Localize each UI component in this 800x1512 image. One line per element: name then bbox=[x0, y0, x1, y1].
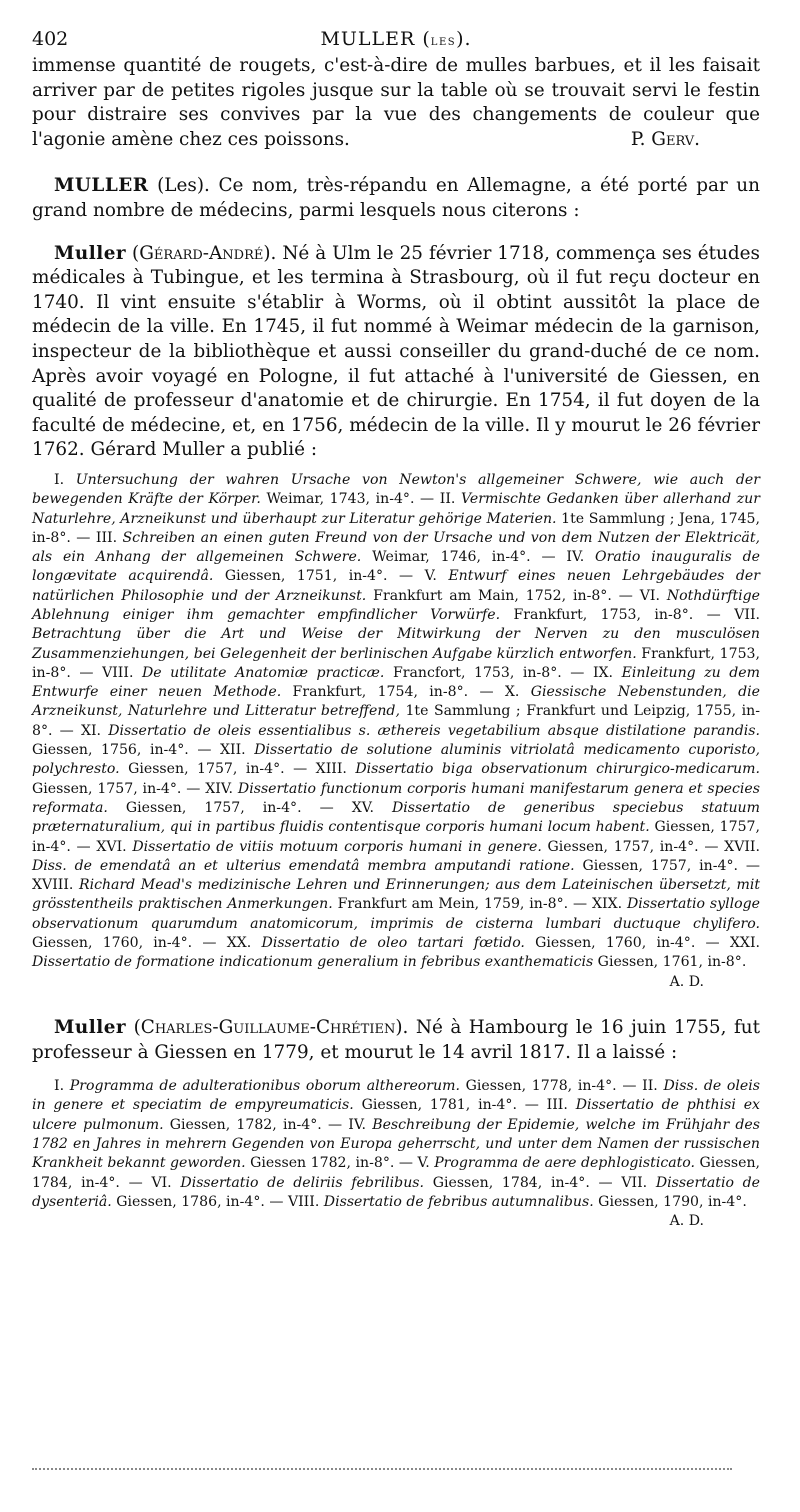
footer-rule bbox=[32, 1468, 732, 1470]
work-title: Untersuchung der wahren Ursache von Newton's allgemeiner Schwere, wie auch der bewegenden Kräfte der Körper. bbox=[32, 471, 760, 508]
bibliography-charles bbox=[32, 1077, 760, 1212]
work-number: VIII. bbox=[287, 1193, 324, 1210]
work-number: XII. bbox=[220, 742, 255, 759]
work-title: Einleitung zu dem Entwurfe einer neuen Methode. bbox=[32, 664, 761, 701]
work-title: Dissertatio de dysenteriâ. bbox=[32, 1174, 761, 1210]
running-title-main: MULLER ( bbox=[320, 28, 431, 50]
work-imprint: Giessen, 1784, in-4°. — bbox=[424, 1174, 622, 1191]
work-title: Dissertatio de oleis essentialibus s. æthereis vegetabilium absque distilatione parandis. bbox=[108, 722, 760, 739]
entry-names: (Gérard-André). bbox=[132, 242, 277, 264]
work-number: X. bbox=[504, 684, 531, 701]
work-number: XIX. bbox=[591, 896, 627, 913]
work-imprint: Giessen, 1757, in-4°. — bbox=[574, 857, 760, 874]
work-number: VII. bbox=[734, 606, 760, 623]
entry-headword: Muller bbox=[54, 1016, 127, 1038]
work-number: IV. bbox=[566, 549, 596, 566]
work-number: XX. bbox=[226, 935, 262, 952]
work-title: Entwurf eines neuen Lehrgebäudes der natürlichen Philosophie und der Arzneikunst. bbox=[32, 568, 760, 604]
work-title: Programma de adulterationibus oborum althereorum. bbox=[69, 1078, 460, 1095]
work-number: VI. bbox=[639, 587, 667, 604]
work-number: IV. bbox=[348, 1116, 373, 1133]
work-title: De utilitate Anatomiæ practicæ. bbox=[141, 664, 385, 681]
work-imprint: Giessen 1782, in-8°. — bbox=[245, 1155, 418, 1172]
work-title: Giessische Nebenstunden, die Arzneikunst, Naturlehre und Litteratur betreffend, bbox=[32, 684, 760, 720]
entry-bio: Né à Hambourg le 16 juin 1755, fut professeur à Giessen en 1779, et mourut le 14 avril 1817. Il a laissé : bbox=[32, 1016, 760, 1063]
work-title: Diss. de emendatâ an et ulterius emendatâ membra amputandi ratione. bbox=[32, 857, 575, 874]
work-imprint: Giessen, 1757, in-4°. — bbox=[541, 838, 725, 855]
work-imprint: Giessen, 1757, in-4°. — bbox=[107, 799, 352, 816]
work-number: XV. bbox=[351, 799, 392, 816]
work-title: Programma de aere dephlogisticato. bbox=[434, 1155, 696, 1172]
work-number: II. bbox=[642, 1078, 664, 1095]
intro-signature: P. Gerv. bbox=[630, 128, 700, 150]
work-imprint: Giessen, 1778, in-4°. — bbox=[459, 1078, 643, 1095]
intro-paragraph bbox=[32, 54, 760, 152]
work-number: XIII. bbox=[315, 761, 356, 778]
work-title: Oratio inauguralis de longævitate acquirendâ. bbox=[32, 549, 760, 585]
work-imprint: Frankfurt, 1753, in-8°. — bbox=[32, 645, 760, 681]
work-imprint: Giessen, 1781, in-4°. — bbox=[353, 1097, 547, 1114]
entry-muller-les bbox=[32, 174, 760, 223]
work-imprint: Weimar, 1743, in-4°. — bbox=[260, 491, 440, 508]
work-title: Dissertatio de formatione indicationum generalium in febribus exanthematicis bbox=[32, 954, 594, 971]
work-number: VII. bbox=[621, 1174, 656, 1191]
work-imprint: Weimar, 1746, in-4°. — bbox=[361, 549, 567, 566]
work-number: XIV. bbox=[205, 780, 238, 797]
work-imprint: Giessen, 1757, in-4°. — bbox=[119, 761, 316, 778]
entry-names: (Charles-Guillaume-Chrétien). bbox=[133, 1016, 409, 1038]
work-imprint: Giessen, 1757, in-4°. — bbox=[32, 780, 206, 797]
work-number: XI. bbox=[80, 722, 109, 739]
work-imprint: Francfort, 1753, in-8°. — bbox=[384, 664, 593, 681]
work-imprint: Frankfurt, 1753, in-8°. — bbox=[500, 606, 735, 623]
work-number: XVII. bbox=[724, 838, 760, 855]
work-imprint: Giessen, 1790, in-4°. bbox=[593, 1193, 747, 1210]
work-title: Nothdürftige Ablehnung einiger ihm gemachter empfindlicher Vorwürfe. bbox=[32, 587, 760, 623]
work-title: Schreiben an einen guten Freund von der Ursache und von dem Nutzen der Elektricät, als ein Anhang der allgemeinen Schwere. bbox=[32, 529, 760, 566]
work-title: Beschreibung der Epidemie, welche im Frühjahr des 1782 en Jahres in mehrern Gegenden von Europa geherrscht, und unter dem Namen der russischen Krankheit bekannt geworden. bbox=[32, 1116, 760, 1172]
work-imprint: 1te Sammlung ; Frankfurt und Leipzig, 1755, in-8°. — bbox=[32, 703, 761, 739]
work-number: XXI. bbox=[729, 935, 761, 952]
gerard-signature: A. D. bbox=[669, 973, 704, 990]
work-imprint: Giessen, 1757, in-4°. — bbox=[32, 819, 761, 855]
running-title bbox=[32, 28, 760, 50]
work-number: IX. bbox=[592, 664, 622, 681]
intro-text: immense quantité de rougets, c'est-à-dire de mulles barbues, et il les faisait arriver par de petites rigoles jusque sur la table où se trouvait servi le festin pour distraire ses convives par la vue des changements de couleur que l'agonie amène chez ces poissons. bbox=[32, 55, 760, 150]
entry-text: (Les). Ce nom, très-répandu en Allemagne, a été porté par un grand nombre de médecins, parmi lesquels nous citerons : bbox=[32, 175, 760, 221]
work-number: III. bbox=[546, 1097, 576, 1114]
running-header bbox=[32, 28, 760, 54]
work-number: I. bbox=[54, 471, 76, 488]
work-title: Betrachtung über die Art und Weise der Mitwirkung der Nerven zu den musculösen Zusammenziehungen, bei Gelegenheit der berlinischen Aufgabe kürzlich entworfen. bbox=[32, 626, 760, 662]
work-imprint: Giessen, 1786, in-4°. — bbox=[111, 1193, 288, 1210]
work-number: I. bbox=[54, 1078, 70, 1095]
work-imprint: Frankfurt am Mein, 1759, in-8°. — bbox=[332, 896, 592, 913]
work-title: Dissertatio biga observationum chirurgico-medicarum. bbox=[355, 761, 760, 778]
charles-signature: A. D. bbox=[669, 1213, 704, 1230]
entry-gerard-andre bbox=[32, 242, 760, 463]
page-number: 402 bbox=[32, 28, 69, 50]
work-title: Dissertatio de solutione aluminis vitriolatâ medicamento cuporisto, polychresto. bbox=[32, 742, 760, 778]
entry-bio: Né à Ulm le 25 février 1718, commença ses études médicales à Tubingue, et les termina à Strasbourg, où il fut reçu docteur en 1740. Il vint ensuite s'établir à Worms, où il obtint aussitôt la place de médecin de la ville. En 1745, il fut nommé à Weimar médecin de la garnison, inspecteur de la bibliothèque et aussi conseiller du grand-duché de ce nom. Après avoir voyagé en Pologne, il fut attaché à l'université de Giessen, en qualité de professeur d'anatomie et de chirurgie. En 1754, il fut doyen de la faculté de médecine, et, en 1756, médecin de la ville. Il y mourut le 26 février 1762. Gérard Muller a publié : bbox=[32, 242, 760, 461]
work-number: XVIII. bbox=[32, 877, 79, 894]
work-number: VIII. bbox=[102, 664, 142, 681]
work-imprint: 1te Sammlung ; Jena, 1745, in-8°. — bbox=[32, 510, 760, 546]
work-imprint: Giessen, 1760, in-4°. — bbox=[524, 935, 730, 952]
bibliography-gerard-end bbox=[32, 973, 760, 992]
work-imprint: Frankfurt, 1754, in-8°. — bbox=[281, 684, 505, 701]
entry-headword: Muller bbox=[54, 242, 127, 264]
work-imprint: Giessen, 1756, in-4°. — bbox=[32, 742, 221, 759]
work-title: Dissertatio functionum corporis humani manifestarum genera et species reformata. bbox=[32, 780, 760, 816]
work-title: Dissertatio de phthisi ex ulcere pulmonum. bbox=[32, 1097, 760, 1133]
work-title: Dissertatio sylloge observationum quarumdum anatomicorum, imprimis de cisterna lumbari ductuque chylifero. bbox=[32, 896, 760, 932]
work-title: Dissertatio de oleo tartari fœtido. bbox=[261, 935, 525, 952]
work-title: Dissertatio de generibus speciebus statuum præternaturalium, qui in partibus fluidis contentisque corporis humani locum habent. bbox=[32, 799, 760, 836]
work-imprint: Giessen, 1760, in-4°. — bbox=[32, 935, 227, 952]
work-number: III. bbox=[95, 529, 123, 546]
entry-charles-guillaume bbox=[32, 1016, 760, 1065]
work-imprint: Giessen, 1784, in-4°. — bbox=[32, 1155, 761, 1191]
work-title: Vermischte Gedanken über allerhand zur Naturlehre, Arzneikunst und überhaupt zur Literatur gehörige Materien. bbox=[32, 491, 760, 527]
work-number: VI. bbox=[151, 1174, 181, 1191]
work-imprint: Frankfurt am Main, 1752, in-8°. — bbox=[366, 587, 640, 604]
work-imprint: Giessen, 1782, in-4°. — bbox=[163, 1116, 349, 1133]
work-title: Dissertatio de vitiis motuum corporis humani in genere. bbox=[132, 838, 542, 855]
work-title: Richard Mead's medizinische Lehren und Erinnerungen; aus dem Lateinischen übersetzt, mit grösstentheils praktischen Anmerkungen. bbox=[32, 877, 760, 913]
work-number: V. bbox=[417, 1155, 435, 1172]
bibliography-gerard bbox=[32, 471, 760, 973]
work-imprint: Giessen, 1751, in-4°. — bbox=[213, 568, 425, 585]
work-number: II. bbox=[439, 491, 461, 508]
bibliography-charles-end bbox=[32, 1212, 760, 1231]
work-imprint: Giessen, 1761, in-8°. bbox=[593, 954, 747, 971]
running-title-sc: les bbox=[430, 33, 457, 49]
entry-headword: MULLER bbox=[54, 175, 149, 197]
work-title: Dissertatio de deliriis febrilibus. bbox=[180, 1174, 424, 1191]
running-title-close: ). bbox=[456, 28, 472, 50]
page bbox=[32, 28, 760, 1231]
work-title: Diss. de oleis in genere et speciatim de empyreumaticis. bbox=[32, 1078, 761, 1114]
work-number: V. bbox=[424, 568, 449, 585]
work-number: XVI. bbox=[96, 838, 133, 855]
work-title: Dissertatio de febribus autumnalibus. bbox=[323, 1193, 594, 1210]
